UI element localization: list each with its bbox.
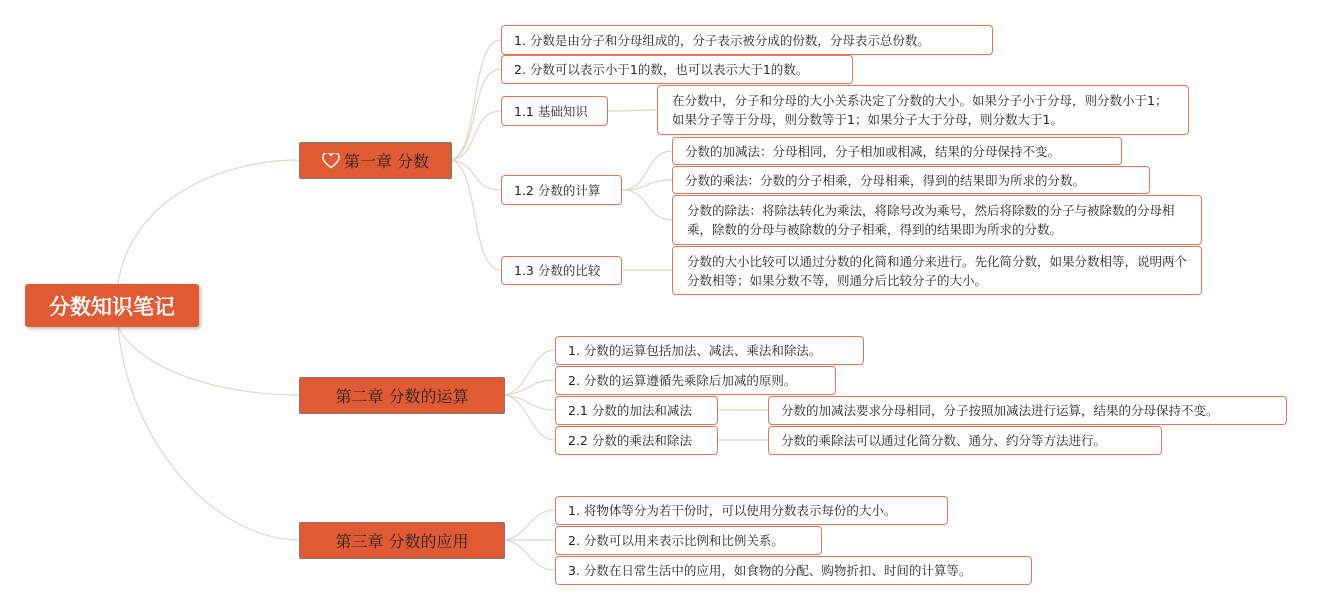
section-1-3-detail[interactable]: 分数的大小比较可以通过分数的化简和通分来进行。先化简分数，如果分数相等，说明两个分数相等；如果分数不等，则通分后比较分子的大小。 — [672, 246, 1202, 295]
section-1-1[interactable]: 1.1 基础知识 — [501, 96, 608, 126]
chapter-title: 第一章 分数 — [343, 152, 430, 171]
chapter-3-topic[interactable] — [299, 522, 505, 559]
chapter-title: 第三章 分数的应用 — [335, 532, 469, 551]
section-1-2-detail-add[interactable]: 分数的加减法：分母相同，分子相加或相减，结果的分母保持不变。 — [672, 137, 1122, 165]
chapter-3-item-2[interactable]: 2. 分数可以用来表示比例和比例关系。 — [555, 526, 822, 555]
section-2-2[interactable]: 2.2 分数的乘法和除法 — [555, 426, 718, 455]
chapter-title: 第二章 分数的运算 — [335, 387, 469, 406]
chapter-2-item-1[interactable]: 1. 分数的运算包括加法、减法、乘法和除法。 — [555, 336, 864, 365]
section-1-3[interactable]: 1.3 分数的比较 — [501, 256, 622, 285]
section-2-1[interactable]: 2.1 分数的加法和减法 — [555, 396, 718, 425]
section-1-2-detail-multiply[interactable]: 分数的乘法：分数的分子相乘，分母相乘，得到的结果即为所求的分数。 — [672, 166, 1150, 194]
root-topic[interactable]: 分数知识笔记 — [25, 284, 199, 327]
heart-icon — [322, 153, 340, 169]
chapter-1-item-1[interactable]: 1. 分数是由分子和分母组成的，分子表示被分成的份数，分母表示总份数。 — [501, 25, 993, 55]
section-1-2-detail-divide[interactable]: 分数的除法：将除法转化为乘法，将除号改为乘号，然后将除数的分子与被除数的分母相乘，除数的分母与被除数的分子相乘，得到的结果即为所求的分数。 — [672, 195, 1202, 245]
chapter-3-item-3[interactable]: 3. 分数在日常生活中的应用，如食物的分配、购物折扣、时间的计算等。 — [555, 556, 1032, 585]
section-1-1-detail[interactable]: 在分数中，分子和分母的大小关系决定了分数的大小。如果分子小于分母，则分数小于1；如果分子等于分母，则分数等于1；如果分子大于分母，则分数大于1。 — [657, 85, 1189, 135]
section-1-2[interactable]: 1.2 分数的计算 — [501, 175, 622, 205]
chapter-1-item-2[interactable]: 2. 分数可以表示小于1的数，也可以表示大于1的数。 — [501, 55, 853, 84]
chapter-1-topic[interactable] — [299, 142, 452, 179]
chapter-3-item-1[interactable]: 1. 将物体等分为若干份时，可以使用分数表示每份的大小。 — [555, 496, 948, 525]
chapter-2-topic[interactable] — [299, 377, 505, 414]
section-2-1-detail[interactable]: 分数的加减法要求分母相同，分子按照加减法进行运算，结果的分母保持不变。 — [768, 396, 1287, 425]
section-2-2-detail[interactable]: 分数的乘除法可以通过化简分数、通分、约分等方法进行。 — [768, 426, 1162, 455]
chapter-2-item-2[interactable]: 2. 分数的运算遵循先乘除后加减的原则。 — [555, 366, 836, 395]
